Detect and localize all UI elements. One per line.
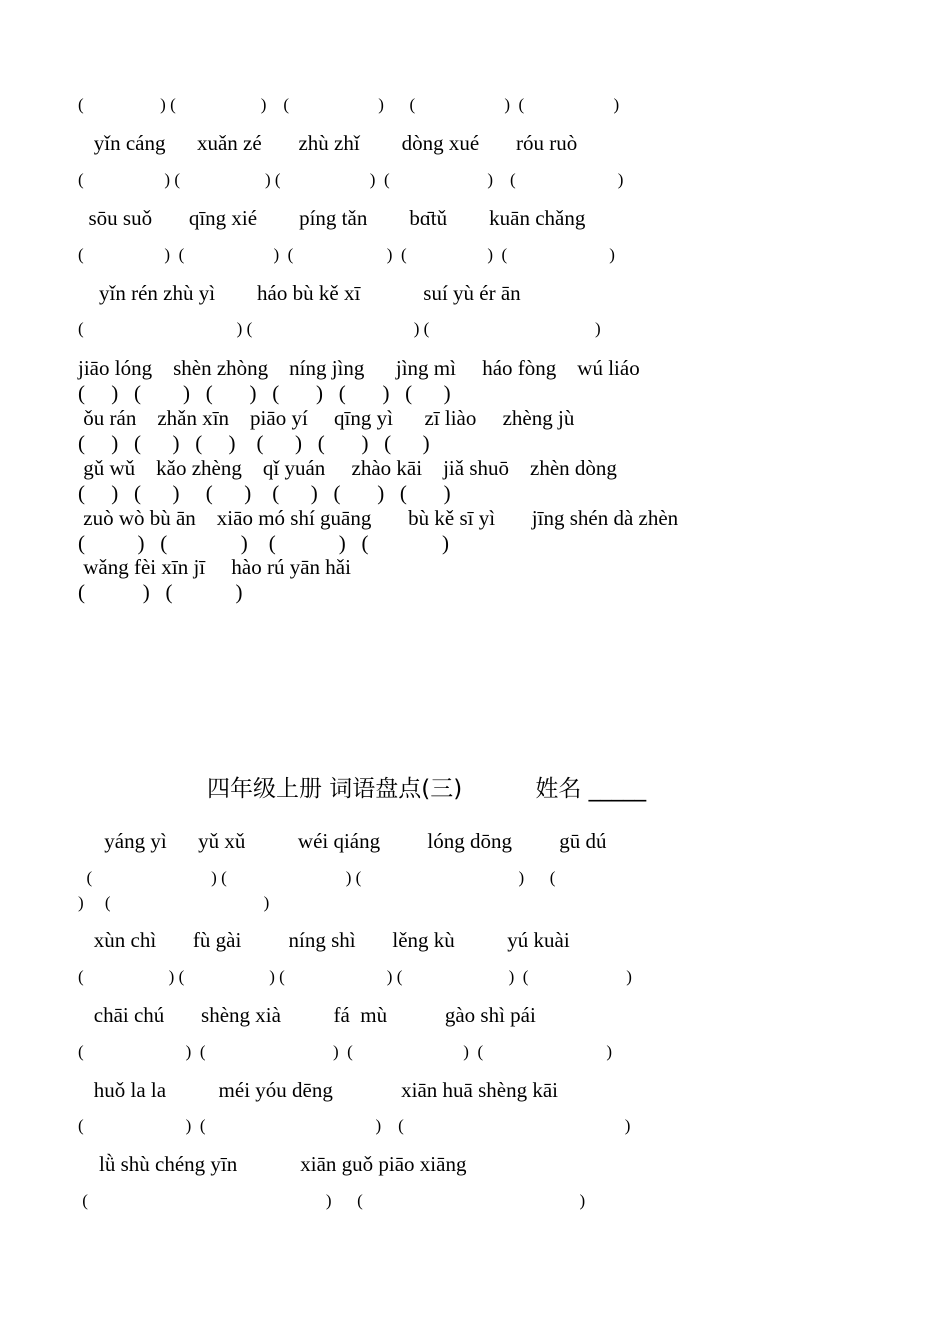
answer-brackets-row: ( ) ( ) ( ) ( [78, 868, 556, 887]
pinyin-row: gǔ wǔ kǎo zhèng qǐ yuán zhào kāi jiǎ shuō zhèn dòng [78, 456, 617, 480]
answer-brackets-row: ( ) ( ) ( ) ( ) ( ) [78, 967, 632, 986]
pinyin-row: chāi chú shèng xià fá mù gào shì pái [78, 1003, 536, 1027]
pinyin-row: yáng yì yǔ xǔ wéi qiáng lóng dōng gū dú [78, 829, 607, 853]
answer-brackets-row: ( ) ( ) [78, 1191, 586, 1210]
pinyin-row: xùn chì fù gài níng shì lěng kù yú kuài [78, 928, 570, 952]
pinyin-row: zuò wò bù ān xiāo mó shí guāng bù kě sī yì jīng shén dà zhèn [78, 506, 679, 530]
answer-brackets-row: ) ( ) [78, 893, 270, 912]
answer-brackets-row: ( ) ( ) ( ) [78, 319, 601, 338]
pinyin-row: yǐn cáng xuǎn zé zhù zhǐ dòng xué róu ruò [78, 131, 578, 155]
answer-brackets-row: ( ) ( ) ( ) [78, 1116, 631, 1135]
pinyin-row: jiāo lóng shèn zhòng níng jìng jìng mì háo fòng wú liáo [78, 356, 640, 380]
pinyin-row: sōu suǒ qīng xié píng tǎn bɑ̄tǔ kuān chǎng [78, 206, 586, 230]
answer-brackets-row: ( ) ( ) ( ) ( ) ( ) ( ) [78, 481, 451, 505]
answer-brackets-row: ( ) ( ) ( ) ( ) ( ) ( ) [78, 431, 430, 455]
pinyin-row: lǜ shù chéng yīn xiān guǒ piāo xiāng [78, 1152, 467, 1176]
worksheet-title: 四年级上册 词语盘点(三) 姓名 _____ [207, 776, 647, 802]
answer-brackets-row: ( ) ( ) ( ) ( ) [78, 531, 449, 555]
pinyin-row: yǐn rén zhù yì háo bù kě xī suí yù ér ān [78, 281, 521, 305]
answer-brackets-row: ( ) ( ) ( ) ( ) ( ) ( ) [78, 381, 451, 405]
answer-brackets-row: ( ) ( ) ( ) ( ) ( ) [78, 95, 620, 114]
pinyin-row: ǒu rán zhǎn xīn piāo yí qīng yì zī liào zhèng jù [78, 406, 575, 430]
answer-brackets-row: ( ) ( ) ( ) ( ) [78, 1042, 613, 1061]
answer-brackets-row: ( ) ( ) ( ) ( ) ( ) [78, 170, 624, 189]
answer-brackets-row: ( ) ( ) ( ) ( ) ( ) [78, 245, 615, 264]
answer-brackets-row: ( ) ( ) [78, 580, 243, 604]
pinyin-row: wǎng fèi xīn jī hào rú yān hǎi [78, 555, 351, 579]
pinyin-row: huǒ la la méi yóu dēng xiān huā shèng kāi [78, 1078, 558, 1102]
